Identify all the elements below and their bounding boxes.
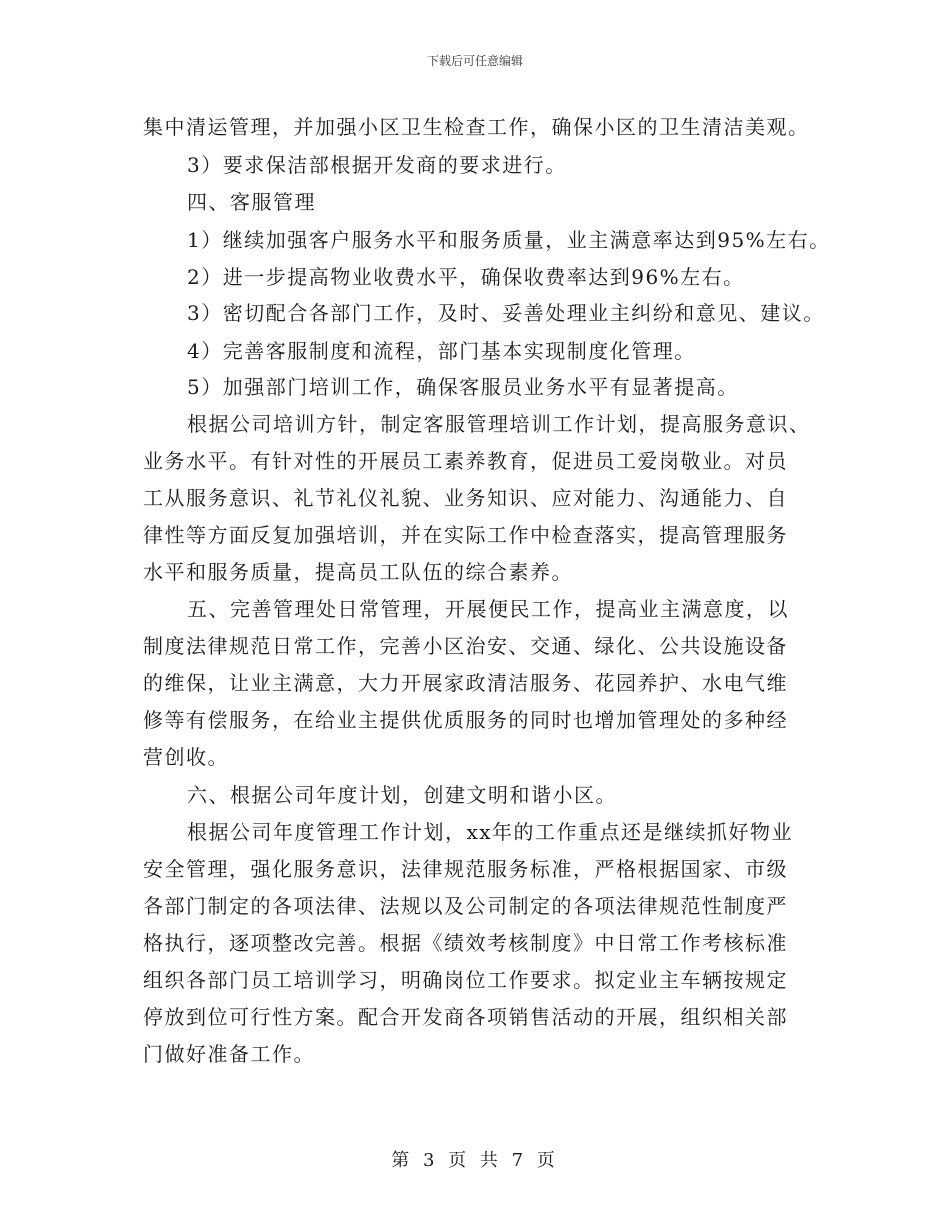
section-heading: 四、客服管理 — [187, 190, 316, 214]
text-line: 制度法律规范日常工作，完善小区治安、交通、绿化、公共设施设备 — [143, 634, 788, 658]
section-heading: 六、根据公司年度计划，创建文明和谐小区。 — [187, 783, 617, 807]
text-line: 门做好准备工作。 — [143, 1042, 315, 1066]
text-line: 的维保，让业主满意，大力开展家政清洁服务、花园养护、水电气维 — [143, 671, 788, 695]
text-line: 水平和服务质量，提高员工队伍的综合素养。 — [143, 560, 573, 584]
text-line: 根据公司培训方针，制定客服管理培训工作计划，提高服务意识、 — [187, 412, 811, 436]
text-line: 5）加强部门培训工作，确保客服员业务水平有显著提高。 — [187, 375, 739, 399]
text-line: 律性等方面反复加强培训，并在实际工作中检查落实，提高管理服务 — [143, 523, 788, 547]
text-line: 集中清运管理，并加强小区卫生检查工作，确保小区的卫生清洁美观。 — [143, 115, 810, 139]
text-line: 各部门制定的各项法律、法规以及公司制定的各项法律规范性制度严 — [143, 894, 788, 918]
page-number: 第 3 页 共 7 页 — [391, 1150, 559, 1171]
text-line: 安全管理，强化服务意识，法律规范服务标准，严格根据国家、市级 — [143, 857, 788, 881]
text-line: 组织各部门员工培训学习，明确岗位工作要求。拟定业主车辆按规定 — [143, 968, 788, 992]
text-line: 4）完善客服制度和流程，部门基本实现制度化管理。 — [187, 339, 696, 363]
page-header: 下载后可任意编辑 — [426, 54, 523, 68]
text-line: 工从服务意识、礼节礼仪礼貌、业务知识、应对能力、沟通能力、自 — [143, 486, 788, 510]
text-line: 业务水平。有针对性的开展员工素养教育，促进员工爱岗敬业。对员 — [143, 449, 788, 473]
text-line: 修等有偿服务，在给业主提供优质服务的同时也增加管理处的多种经 — [143, 708, 788, 732]
text-line: 停放到位可行性方案。配合开发商各项销售活动的开展，组织相关部 — [143, 1005, 788, 1029]
text-line: 3）密切配合各部门工作，及时、妥善处理业主纠纷和意见、建议。 — [187, 301, 825, 325]
text-line: 2）进一步提高物业收费水平，确保收费率达到96%左右。 — [187, 265, 745, 289]
text-line: 格执行，逐项整改完善。根据《绩效考核制度》中日常工作考核标准 — [143, 931, 788, 955]
text-line: 营创收。 — [143, 745, 229, 769]
text-line: 1）继续加强客户服务水平和服务质量，业主满意率达到95%左右。 — [187, 228, 831, 252]
text-line: 根据公司年度管理工作计划，xx年的工作重点还是继续抓好物业 — [187, 820, 794, 844]
text-line: 3）要求保洁部根据开发商的要求进行。 — [187, 153, 567, 177]
section-heading: 五、完善管理处日常管理，开展便民工作，提高业主满意度，以 — [187, 597, 789, 621]
